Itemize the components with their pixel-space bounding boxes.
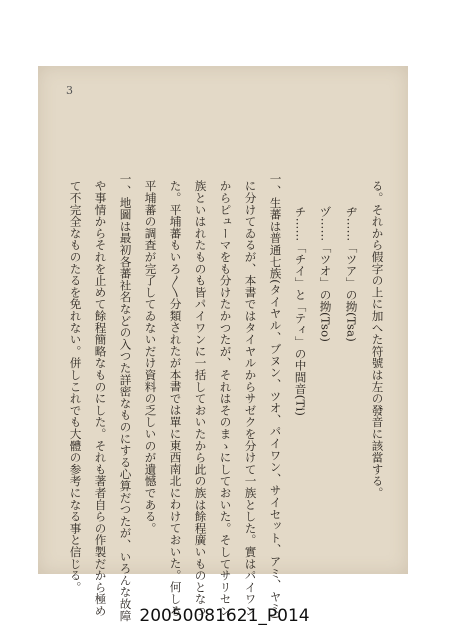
text-column: 族といはれたものも皆パイワンに一括しておいたから此の族は餘程廣いものとなつ bbox=[193, 180, 208, 617]
text-column: チ……「チイ」と「ティ」の中間音(Ti) bbox=[293, 206, 308, 417]
page-number: 3 bbox=[66, 84, 73, 97]
text-column: や事情からそれを止めて餘程簡略なものにした。それも著者自らの作製だから極め bbox=[93, 180, 108, 617]
text-column: に分けてゐるが、本書ではタイヤルからサゼクを分けて一族とした。實はパイワン bbox=[243, 180, 258, 617]
archive-id-caption: 20050081621_P014 bbox=[139, 606, 310, 626]
text-column: ヅ……「ツオ」の拗(Tso) bbox=[318, 206, 333, 343]
text-column: て不完全なものたるを免れない。併しこれでも大體の参考になる事と信じる。 bbox=[68, 180, 83, 593]
text-column: ヂ……「ツア」の拗(Tsa) bbox=[344, 206, 359, 342]
text-column: 一、生蕃は普通七族(タイヤル、ブヌン、ツオ、パイワン、サイセット、アミ、ヤミ) bbox=[268, 173, 283, 620]
text-column: からピューマをも分けたかつたが、それはそのまゝにしておいた。そしてサリセン bbox=[218, 180, 233, 617]
text-column: 一、地圖は最初各蕃社名などの入つた詳密なものにする心算だつたが、いろんな故障 bbox=[118, 173, 133, 622]
text-column: 平埔蕃の調査が完了してゐないだけ資料の乏しいのが遺憾である。 bbox=[143, 180, 158, 534]
text-column: る。それから假字の上に加へた符號は左の發音に該當する。 bbox=[370, 180, 385, 499]
text-column: た。平埔蕃もいろ〳〵分類されたが本書では單に東西南北にわけておいた。何しろ bbox=[168, 180, 183, 617]
